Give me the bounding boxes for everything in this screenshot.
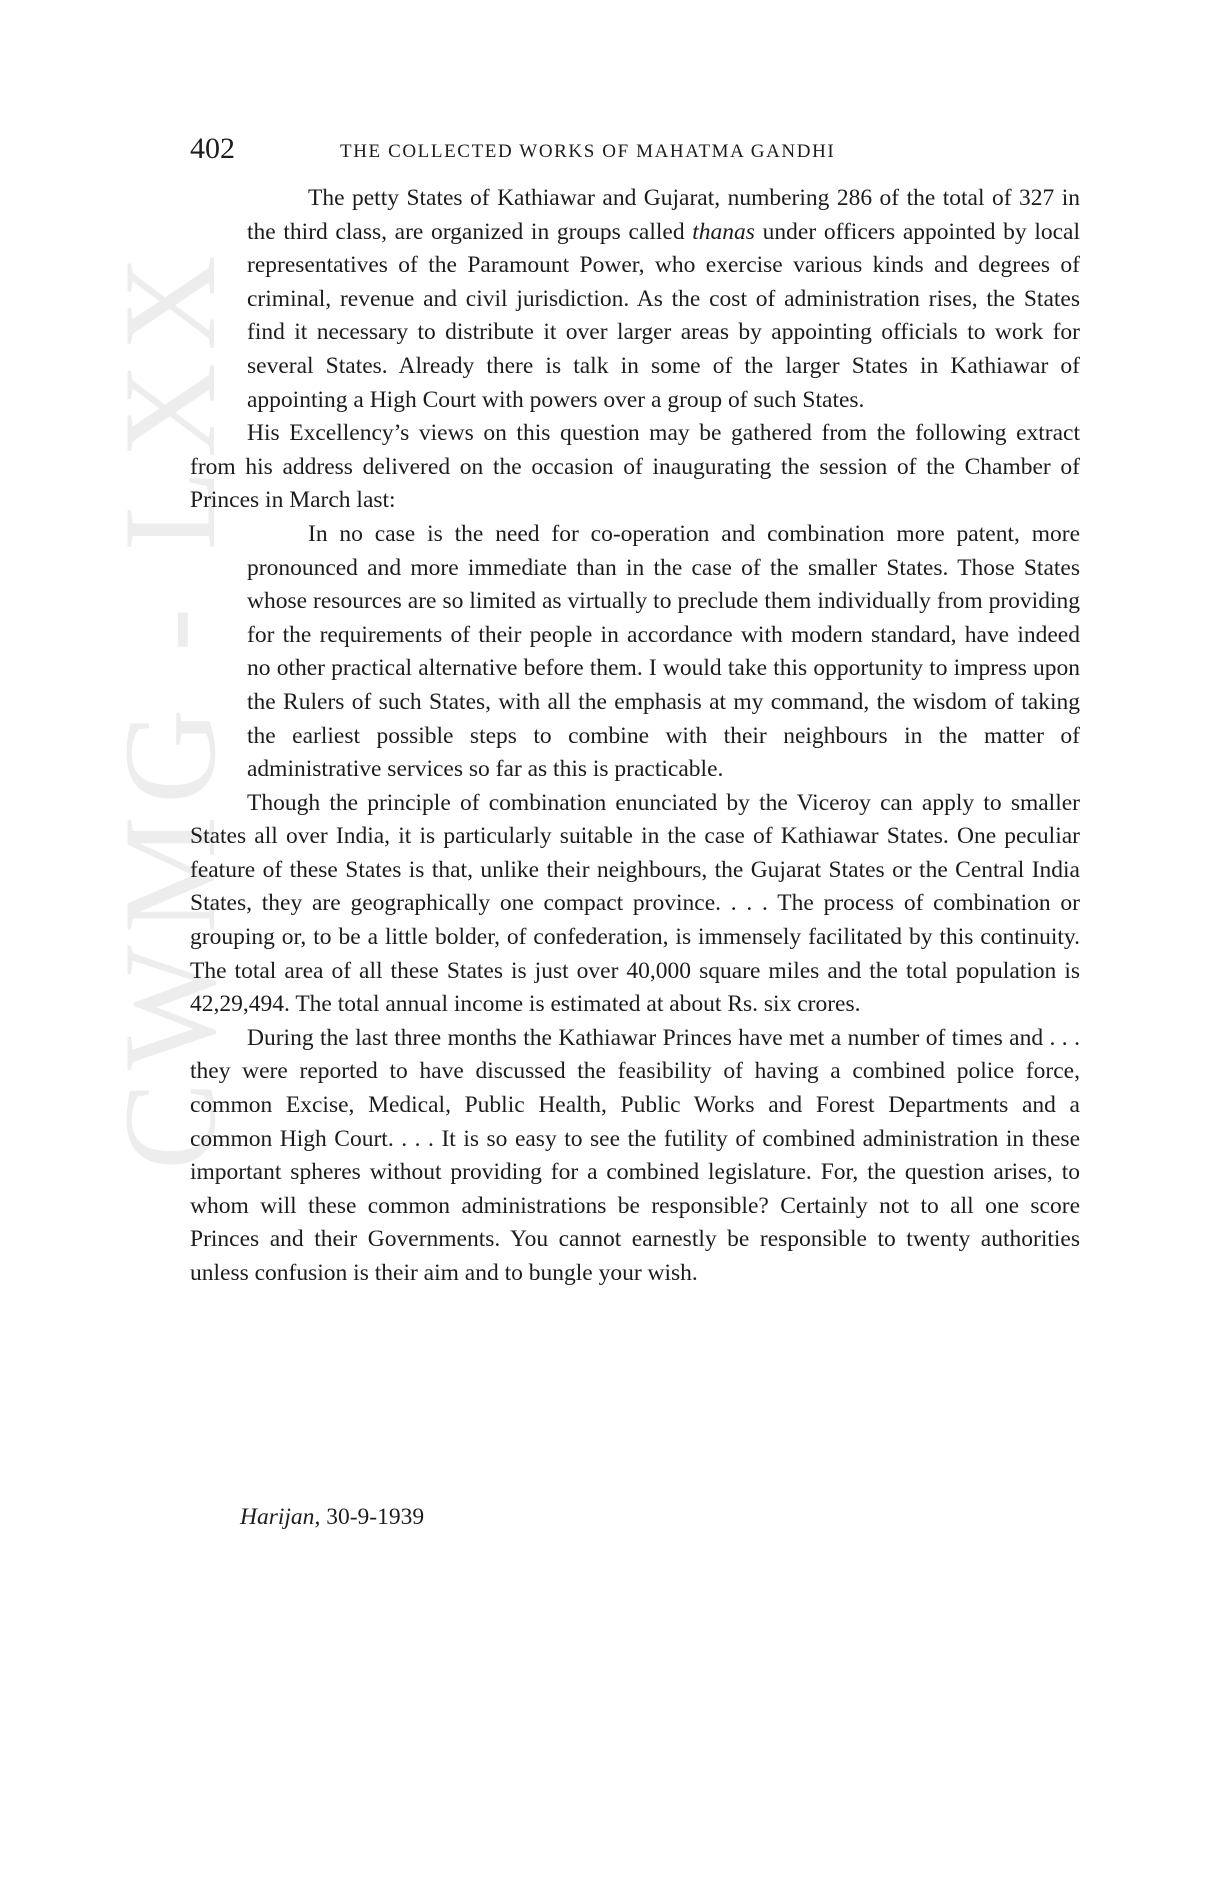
citation-source: Harijan bbox=[240, 1504, 315, 1530]
citation-date: , 30-9-1939 bbox=[314, 1504, 425, 1530]
page-header bbox=[190, 132, 1080, 172]
page-number: 402 bbox=[190, 132, 235, 165]
paragraph-petty-states: The petty States of Kathiawar and Gujarat, numbering 286 of the total of 327 in the third class, are organized in groups called thanas under officers appointed by local representatives of the Paramount Power, who exercise various kinds and degrees of criminal, revenue and civil jurisdiction. As the cost of administration rises, the States find it necessary to distribute it over larger areas by appointing officials to work for several States. Already there is talk in some of the larger States in Kathiawar of appointing a High Court with powers over a group of such States. bbox=[247, 185, 1081, 413]
paragraph-during: During the last three months the Kathiawar Princes have met a number of times and . . . they were reported to have discussed the feasibility of having a combined police force, common Excise, Medical, Public Health, Public Works and Forest Departments and a common High Court. . . . It is so easy to see the futility of combined administration in these important spheres without providing for a combined legislature. For, the question arises, to whom will these common administrations be responsible? Certainly not to all one score Princes and their Governments. You cannot earnestly be responsible to twenty authorities unless confusion is their aim and to bungle your wish. bbox=[190, 1024, 1080, 1286]
block-quote: In no case is the need for co-operation and combination more patent, more pronounced and more immediate than in the case of the smaller States. Those States whose resources are so limited as virtually to preclude them individually from providing for the requirements of their people in accordance with modern standard, have indeed no other practical alternative before them. I would take this opportunity to impress upon the Rulers of such States, with all the emphasis at my command, the wisdom of taking the earliest possible steps to combine with their neighbours in the matter of administrative services so far as this is practicable. bbox=[247, 520, 1080, 783]
paragraph-though: Though the principle of combination enunciated by the Viceroy can apply to smaller States all over India, it is particularly suitable in the case of Kathiawar States. One peculiar feature of these States is that, unlike their neighbours, the Gujarat States or the Central India States, they are geographically one compact province. . . . The process of combination or grouping or, to be a little bolder, of confederation, is immensely facilitated by this continuity. The total area of all these States is just over 40,000 square miles and the total population is 42,29,494. The total annual income is estimated at about Rs. six crores. bbox=[190, 789, 1080, 1018]
body-text bbox=[190, 182, 1080, 1291]
paragraph-excellency: His Excellency’s views on this question may be gathered from the following extract from his address delivered on the occasion of inaugurating the session of the Chamber of Princes in March last: bbox=[190, 420, 1080, 514]
watermark: CWMG - LXX bbox=[96, 243, 243, 1170]
citation bbox=[240, 1504, 424, 1531]
italic-term: thanas bbox=[692, 218, 755, 245]
running-title: THE COLLECTED WORKS OF MAHATMA GANDHI bbox=[340, 141, 836, 162]
